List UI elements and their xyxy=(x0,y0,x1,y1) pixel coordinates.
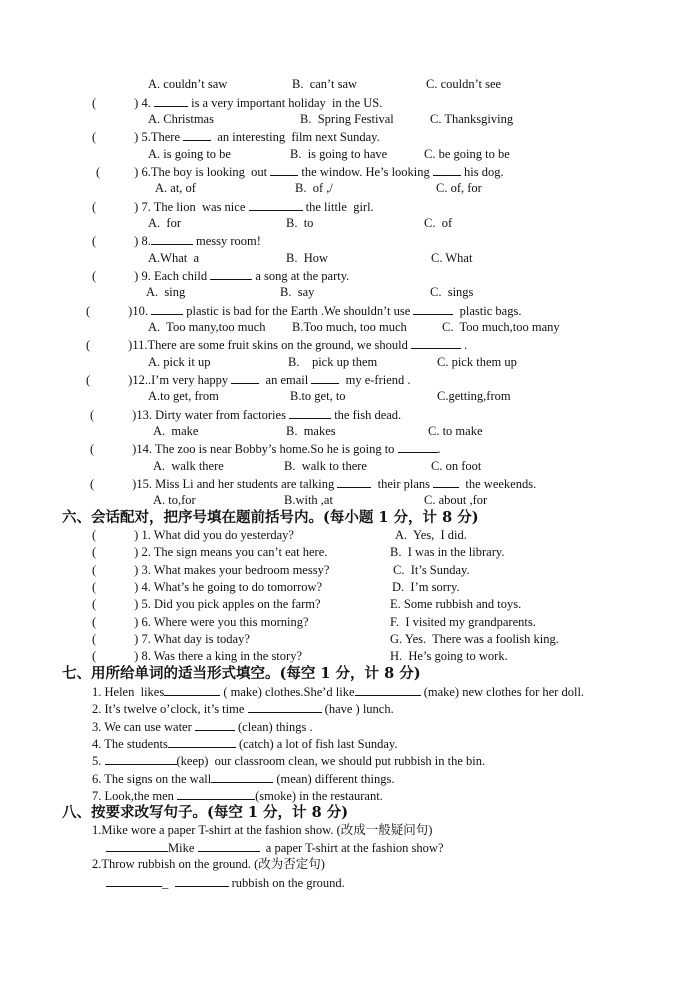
section-7-sentence-3: 3. We can use water (clean) things . xyxy=(92,720,313,734)
q10-option-b: B.Too much, too much xyxy=(292,320,407,334)
section-7-sentence-5: 5. (keep) our classroom clean, we should put rubbish in the bin. xyxy=(92,754,486,768)
q4-option-b: B. Spring Festival xyxy=(300,112,394,126)
section-6-question-8: ( ) 8. Was there a king in the story? xyxy=(92,649,302,663)
q15-option-a: A. to,for xyxy=(153,493,196,507)
section-6-answer-h: H. He’s going to work. xyxy=(390,649,508,663)
q12-option-a: A.to get, from xyxy=(148,389,219,403)
q14-option-c: C. on foot xyxy=(431,459,482,473)
q7-option-b: B. to xyxy=(286,216,314,230)
q13-option-a: A. make xyxy=(153,424,199,438)
question-14: ( )14. The zoo is near Bobby’s home.So he is going to . xyxy=(90,442,441,456)
q4-option-c: C. Thanksgiving xyxy=(430,112,514,126)
question-15: ( )15. Miss Li and her students are talking their plans the weekends. xyxy=(90,477,537,491)
q6-option-c: C. of, for xyxy=(436,181,482,195)
q8-option-c: C. What xyxy=(431,251,473,265)
question-4: ( ) 4. is a very important holiday in the US. xyxy=(92,96,383,110)
section-6-question-3: ( ) 3. What makes your bedroom messy? xyxy=(92,563,330,577)
section-7-sentence-4: 4. The students (catch) a lot of fish last Sunday. xyxy=(92,737,398,751)
section-8-sentence-1: 1.Mike wore a paper T-shirt at the fashion show. (改成一般疑问句) xyxy=(92,823,433,837)
section-8-heading: 八、按要求改写句子。(每空 1 分，计 8 分) xyxy=(62,804,349,821)
section-6-answer-g: G. Yes. There was a foolish king. xyxy=(390,632,559,646)
question-9: ( ) 9. Each child a song at the party. xyxy=(92,269,350,283)
q6-option-a: A. at, of xyxy=(155,181,196,195)
section-6-question-1: ( ) 1. What did you do yesterday? xyxy=(92,528,294,542)
section-7-sentence-1: 1. Helen likes ( make) clothes.She’d like (make) new clothes for her doll. xyxy=(92,685,585,699)
q6-option-b: B. of ,/ xyxy=(295,181,333,195)
section-6-question-2: ( ) 2. The sign means you can’t eat here. xyxy=(92,545,328,559)
q5-option-a: A. is going to be xyxy=(148,147,231,161)
section-7-sentence-7: 7. Look,the men (smoke) in the restaurant. xyxy=(92,789,383,803)
q12-option-c: C.getting,from xyxy=(437,389,511,403)
q15-option-b: B.with ,at xyxy=(284,493,333,507)
q14-option-b: B. walk to there xyxy=(284,459,367,473)
q15-option-c: C. about ,for xyxy=(424,493,488,507)
section-7-sentence-6: 6. The signs on the wall (mean) different things. xyxy=(92,772,395,786)
q13-option-b: B. makes xyxy=(286,424,336,438)
q14-option-a: A. walk there xyxy=(153,459,224,473)
q5-option-b: B. is going to have xyxy=(290,147,388,161)
q9-option-a: A. sing xyxy=(146,285,186,299)
section-8-fill-2: _ rubbish on the ground. xyxy=(106,875,345,891)
q4-option-a: A. Christmas xyxy=(148,112,214,126)
q8-option-a: A.What a xyxy=(148,251,200,265)
section-8-fill-1: Mike a paper T-shirt at the fashion show? xyxy=(106,840,444,856)
section-8-sentence-2: 2.Throw rubbish on the ground. (改为否定句) xyxy=(92,857,325,871)
q8-option-b: B. How xyxy=(286,251,329,265)
section-6-answer-c: C. It’s Sunday. xyxy=(393,563,470,577)
question-10: ( )10. plastic is bad for the Earth .We shouldn’t use plastic bags. xyxy=(86,304,522,318)
q11-option-a: A. pick it up xyxy=(148,355,211,369)
q7-option-c: C. of xyxy=(424,216,453,230)
section-6-answer-d: D. I’m sorry. xyxy=(392,580,460,594)
section-6-question-7: ( ) 7. What day is today? xyxy=(92,632,250,646)
question-6: ( ) 6.The boy is looking out the window. He’s looking his dog. xyxy=(96,165,504,179)
q11-option-c: C. pick them up xyxy=(437,355,517,369)
q13-option-c: C. to make xyxy=(428,424,483,438)
q3-option-b: B. can’t saw xyxy=(292,77,358,91)
question-8: ( ) 8. messy room! xyxy=(92,234,261,248)
q3-option-a: A. couldn’t saw xyxy=(148,77,228,91)
section-6-answer-b: B. I was in the library. xyxy=(390,545,505,559)
question-5: ( ) 5.There an interesting film next Sunday. xyxy=(92,130,380,144)
question-11: ( )11.There are some fruit skins on the ground, we should . xyxy=(86,338,468,352)
q5-option-c: C. be going to be xyxy=(424,147,510,161)
q9-option-c: C. sings xyxy=(430,285,474,299)
section-6-answer-a: A. Yes, I did. xyxy=(395,528,467,542)
section-6-heading: 六、会话配对，把序号填在题前括号内。(每小题 1 分，计 8 分) xyxy=(62,509,479,526)
section-7-heading: 七、用所给单词的适当形式填空。(每空 1 分，计 8 分) xyxy=(62,665,421,682)
question-12: ( )12..I’m very happy an email my e-friend . xyxy=(86,373,411,387)
section-6-answer-e: E. Some rubbish and toys. xyxy=(390,597,522,611)
section-6-answer-f: F. I visited my grandparents. xyxy=(390,615,536,629)
q9-option-b: B. say xyxy=(280,285,315,299)
question-7: ( ) 7. The lion was nice the little girl. xyxy=(92,200,374,214)
section-6-question-6: ( ) 6. Where were you this morning? xyxy=(92,615,309,629)
section-6-question-4: ( ) 4. What’s he going to do tomorrow? xyxy=(92,580,323,594)
q11-option-b: B. pick up them xyxy=(288,355,378,369)
q10-option-a: A. Too many,too much xyxy=(148,320,266,334)
q3-option-c: C. couldn’t see xyxy=(426,77,502,91)
question-13: ( )13. Dirty water from factories the fish dead. xyxy=(90,408,402,422)
q7-option-a: A. for xyxy=(148,216,181,230)
q12-option-b: B.to get, to xyxy=(290,389,346,403)
section-6-question-5: ( ) 5. Did you pick apples on the farm? xyxy=(92,597,321,611)
section-7-sentence-2: 2. It’s twelve o’clock, it’s time (have ) lunch. xyxy=(92,702,394,716)
q10-option-c: C. Too much,too many xyxy=(442,320,560,334)
